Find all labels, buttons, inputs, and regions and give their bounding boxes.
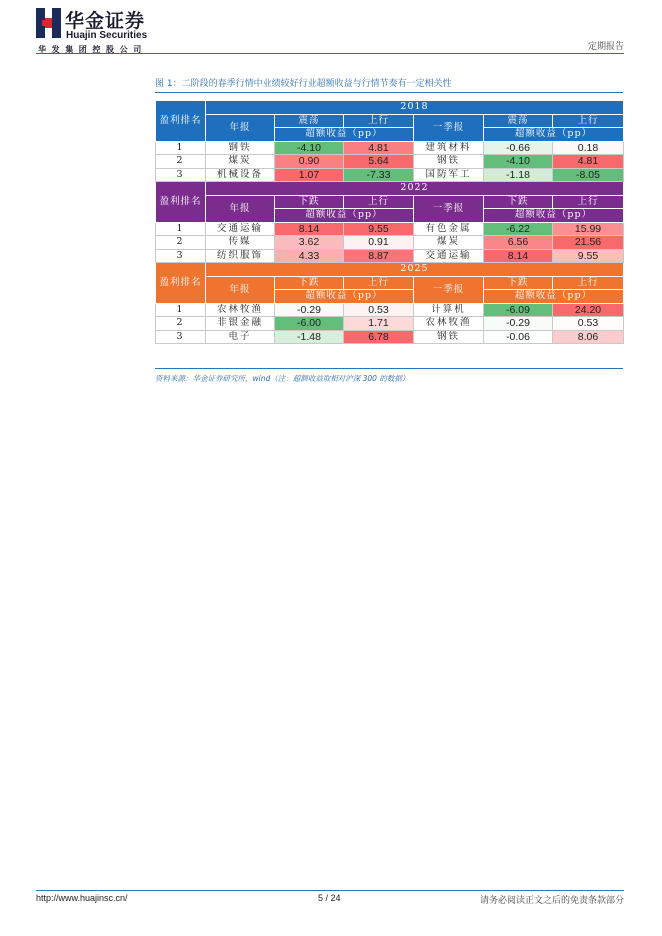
q1-industry-cell: 钢铁 [414, 330, 484, 344]
rank-cell: 3 [156, 249, 206, 263]
excess-return-cell: 0.53 [553, 317, 624, 331]
phase-a-header: 下跌 [275, 276, 344, 290]
excess-return-cell: -6.09 [484, 303, 553, 317]
excess-return-cell: 8.14 [484, 249, 553, 263]
excess-return-cell: 4.81 [553, 155, 624, 169]
annual-industry-cell: 钢铁 [206, 141, 275, 155]
excess-return-cell: 1.07 [275, 168, 344, 182]
rank-cell: 1 [156, 141, 206, 155]
q1-industry-cell: 钢铁 [414, 155, 484, 169]
section-phase-row [156, 195, 624, 209]
rank-cell: 3 [156, 330, 206, 344]
annual-industry-cell: 农林牧渔 [206, 303, 275, 317]
excess-return-table [155, 100, 624, 344]
excess-return-cell: 5.64 [344, 155, 414, 169]
q1-report-header: 一季报 [414, 195, 484, 222]
year-header: 2018 [206, 101, 624, 115]
report-type-label: 定期报告 [587, 42, 624, 52]
excess-return-cell: -0.06 [484, 330, 553, 344]
figure-source-note: 资料来源：华金证券研究所，wind（注：超额收益取相对沪深 300 的数据） [155, 374, 410, 383]
company-logo [36, 6, 176, 56]
excess-return-unit-label: 超额收益（pp） [484, 128, 624, 142]
footer-divider [36, 890, 624, 891]
figure-title: 图 1：二阶段的春季行情中业绩较好行业超额收益与行情节奏有一定相关性 [155, 79, 452, 89]
phase-a-header: 下跌 [484, 195, 553, 209]
table-row [156, 317, 624, 331]
figure-bottom-rule [155, 368, 623, 369]
excess-return-cell: -1.48 [275, 330, 344, 344]
rank-cell: 2 [156, 155, 206, 169]
excess-return-cell: 9.55 [344, 222, 414, 236]
q1-industry-cell: 农林牧渔 [414, 317, 484, 331]
annual-report-header: 年报 [206, 195, 275, 222]
year-header: 2025 [206, 263, 624, 277]
q1-industry-cell: 计算机 [414, 303, 484, 317]
rank-cell: 2 [156, 236, 206, 250]
q1-industry-cell: 交通运输 [414, 249, 484, 263]
excess-return-cell: 15.99 [553, 222, 624, 236]
q1-industry-cell: 煤炭 [414, 236, 484, 250]
brand-name-cn: 华金证券 [65, 10, 146, 32]
excess-return-unit-label: 超额收益（pp） [275, 209, 414, 223]
excess-return-cell: -4.10 [275, 141, 344, 155]
excess-return-cell: 4.33 [275, 249, 344, 263]
excess-return-cell: -8.05 [553, 168, 624, 182]
rank-cell: 1 [156, 222, 206, 236]
rank-header: 盈利排名 [156, 263, 206, 304]
excess-return-cell: 0.90 [275, 155, 344, 169]
rank-cell: 1 [156, 303, 206, 317]
excess-return-cell: -4.10 [484, 155, 553, 169]
section-year-row [156, 263, 624, 277]
phase-a-header: 震荡 [275, 114, 344, 128]
page-number: 5 / 24 [318, 893, 341, 903]
excess-return-cell: 1.71 [344, 317, 414, 331]
excess-return-unit-label: 超额收益（pp） [484, 290, 624, 304]
excess-return-unit-label: 超额收益（pp） [484, 209, 624, 223]
annual-industry-cell: 电子 [206, 330, 275, 344]
annual-industry-cell: 非银金融 [206, 317, 275, 331]
annual-industry-cell: 传媒 [206, 236, 275, 250]
excess-return-cell: 9.55 [553, 249, 624, 263]
excess-return-cell: 21.56 [553, 236, 624, 250]
rank-header: 盈利排名 [156, 182, 206, 223]
phase-b-header: 上行 [553, 195, 624, 209]
phase-a-header: 下跌 [484, 276, 553, 290]
excess-return-cell: 8.06 [553, 330, 624, 344]
excess-return-cell: -0.29 [275, 303, 344, 317]
annual-industry-cell: 机械设备 [206, 168, 275, 182]
footer-website-link[interactable]: http://www.huajinsc.cn/ [36, 893, 128, 903]
excess-return-cell: -1.18 [484, 168, 553, 182]
annual-industry-cell: 煤炭 [206, 155, 275, 169]
excess-return-cell: 8.14 [275, 222, 344, 236]
table-row [156, 249, 624, 263]
phase-b-header: 上行 [344, 195, 414, 209]
phase-b-header: 上行 [553, 114, 624, 128]
q1-report-header: 一季报 [414, 114, 484, 141]
phase-a-header: 震荡 [484, 114, 553, 128]
table-row [156, 236, 624, 250]
rank-cell: 3 [156, 168, 206, 182]
annual-industry-cell: 纺织服饰 [206, 249, 275, 263]
huajin-logo-icon [36, 8, 61, 38]
rank-cell: 2 [156, 317, 206, 331]
phase-b-header: 上行 [553, 276, 624, 290]
q1-report-header: 一季报 [414, 276, 484, 303]
table-row [156, 168, 624, 182]
table-row [156, 222, 624, 236]
phase-a-header: 下跌 [275, 195, 344, 209]
table-row [156, 303, 624, 317]
table-row [156, 155, 624, 169]
excess-return-cell: 0.53 [344, 303, 414, 317]
disclaimer-note: 请务必阅读正文之后的免责条款部分 [479, 896, 624, 906]
excess-return-cell: 4.81 [344, 141, 414, 155]
excess-return-cell: -6.00 [275, 317, 344, 331]
brand-name-en: Huajin Securities [66, 30, 148, 41]
excess-return-cell: -7.33 [344, 168, 414, 182]
excess-return-cell: 6.56 [484, 236, 553, 250]
section-phase-row [156, 276, 624, 290]
excess-return-cell: 6.78 [344, 330, 414, 344]
table-row [156, 141, 624, 155]
section-year-row [156, 101, 624, 115]
year-header: 2022 [206, 182, 624, 196]
excess-return-cell: -6.22 [484, 222, 553, 236]
q1-industry-cell: 建筑材料 [414, 141, 484, 155]
figure-top-rule [155, 92, 623, 93]
section-phase-row [156, 114, 624, 128]
excess-return-cell: 8.87 [344, 249, 414, 263]
phase-b-header: 上行 [344, 276, 414, 290]
excess-return-cell: 24.20 [553, 303, 624, 317]
phase-b-header: 上行 [344, 114, 414, 128]
excess-return-unit-label: 超额收益（pp） [275, 128, 414, 142]
annual-report-header: 年报 [206, 114, 275, 141]
q1-industry-cell: 有色金属 [414, 222, 484, 236]
excess-return-cell: 0.18 [553, 141, 624, 155]
q1-industry-cell: 国防军工 [414, 168, 484, 182]
excess-return-unit-label: 超额收益（pp） [275, 290, 414, 304]
section-year-row [156, 182, 624, 196]
annual-industry-cell: 交通运输 [206, 222, 275, 236]
rank-header: 盈利排名 [156, 101, 206, 142]
excess-return-cell: 0.91 [344, 236, 414, 250]
excess-return-cell: -0.66 [484, 141, 553, 155]
header-divider [36, 53, 624, 54]
table-row [156, 330, 624, 344]
excess-return-cell: 3.62 [275, 236, 344, 250]
excess-return-cell: -0.29 [484, 317, 553, 331]
brand-subtitle: 华发集团控股公司 [38, 45, 147, 54]
annual-report-header: 年报 [206, 276, 275, 303]
